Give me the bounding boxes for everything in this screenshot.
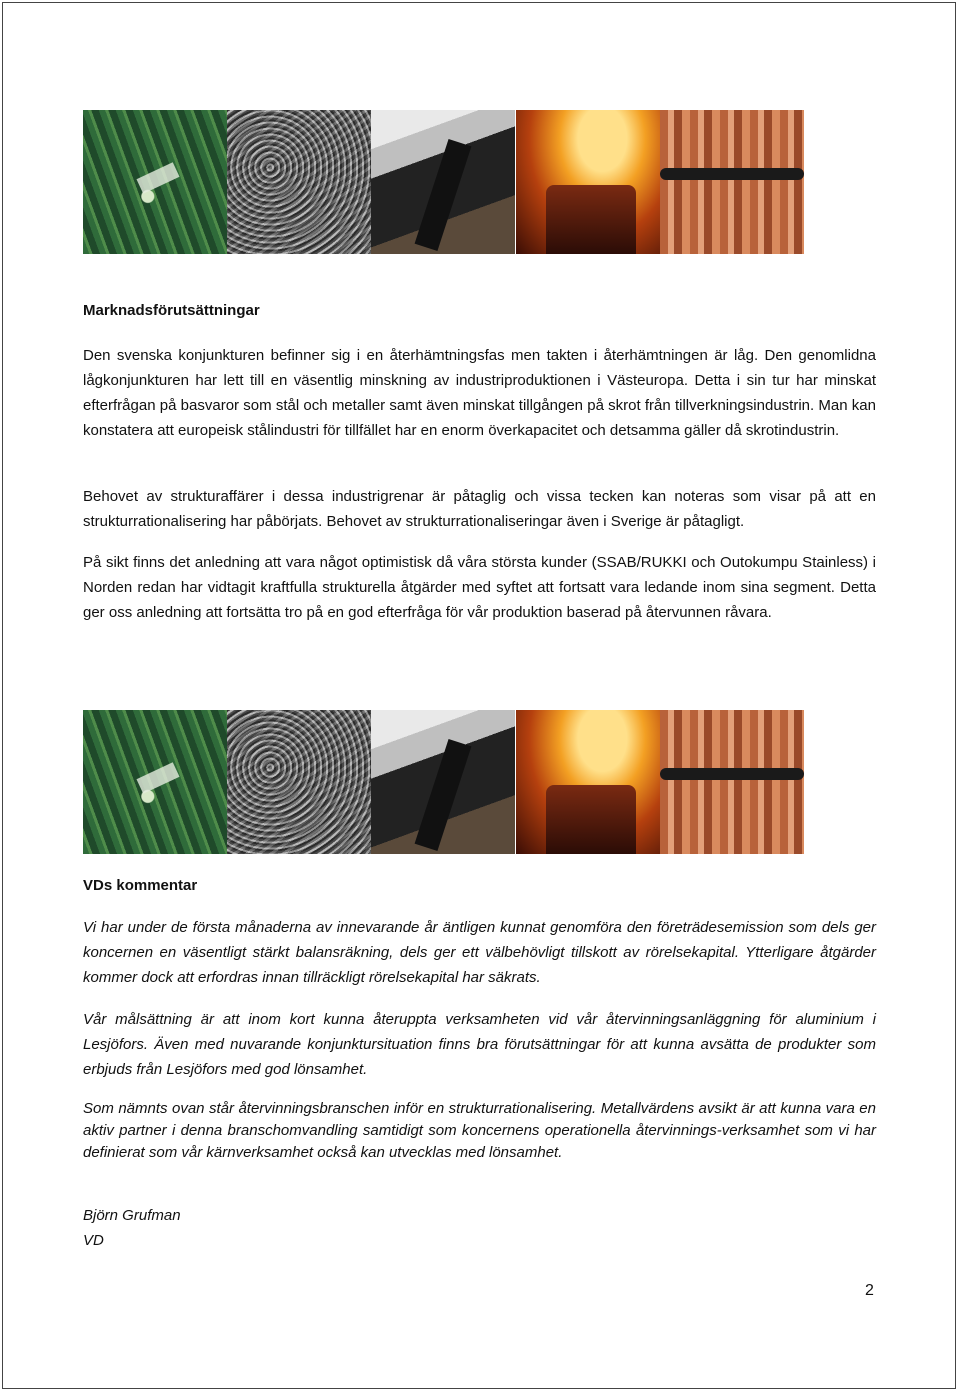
market-paragraph-2: Behovet av strukturaffärer i dessa industrigrenar är påtaglig och vissa tecken kan noteras som visar på att en strukturrationalisering har påbörjats. Behovet av strukturrationaliseringar även i Sverige är påtagligt.: [83, 488, 876, 530]
furnace-image: [516, 110, 660, 254]
scrap-metal-image: [227, 110, 371, 254]
ceo-paragraph-3: Som nämnts ovan står återvinningsbranschen inför en strukturrationalisering. Metallvärdens avsikt är att kunna vara en aktiv partner i denna branschomvandling samtidigt som koncernens operationella återvinnings-verksamhet som vi har definierat som vår kärnverksamhet också kan utvecklas med lönsamhet.: [83, 1100, 876, 1161]
ceo-paragraph-1: Vi har under de första månaderna av innevarande år äntligen kunnat genomföra den företrädesemission som dels ger koncernen en väsentligt stärkt balansräkning, dels ger ett välbehövligt tillskott av rörelsekapital. Ytterligare åtgärder kommer dock att erfordras innan tillräckligt rörelsekapital har säkrats.: [83, 919, 876, 986]
signature-name: Björn Grufman: [83, 1207, 181, 1224]
market-paragraph-3: På sikt finns det anledning att vara något optimistisk då våra största kunder (SSAB/RUKKI och Outokumpu Stainless) i Norden redan har vidtagit kraftfulla strukturella åtgärder med syftet att fortsatt vara ledande inom sina segment. Detta ger oss anledning att fortsätta tro på en god efterfråga för vår produktion baserad på återvunnen råvara.: [83, 554, 876, 621]
copper-wire-image: [660, 110, 804, 254]
scrap-crane-image: [371, 110, 515, 254]
market-paragraph-1: Den svenska konjunkturen befinner sig i en återhämtningsfas men takten i återhämtningen är låg. Den genomlidna lågkonjunkturen har lett till en väsentlig minskning av industriproduktionen i Västeuropa. Detta i sin tur har minskat efterfrågan på basvaror som stål och metaller samt även minskat tillgången på skrot från tillverkningsindustrin. Man kan konstatera att europeisk stålindustri för tillfället har en enorm överkapacitet och detsamma gäller då skrotindustrin.: [83, 347, 876, 439]
signature-title: VD: [83, 1232, 104, 1249]
circuit-board-image: [83, 110, 227, 254]
photo-strip-top: [83, 110, 804, 254]
scrap-metal-image: [227, 710, 371, 854]
market-heading: Marknadsförutsättningar: [83, 302, 260, 319]
furnace-image: [516, 710, 660, 854]
ceo-heading: VDs kommentar: [83, 877, 198, 894]
scrap-crane-image: [371, 710, 515, 854]
circuit-board-image: [83, 710, 227, 854]
page-number: 2: [865, 1282, 874, 1299]
ceo-paragraph-2: Vår målsättning är att inom kort kunna återuppta verksamheten vid vår återvinningsanläggning för aluminium i Lesjöfors. Även med nuvarande konjunktursituation finns bra förutsättningar för att kunna avsätta de produkter som erbjuds från Lesjöfors med god lönsamhet.: [83, 1011, 876, 1078]
photo-strip-bottom: [83, 710, 804, 854]
copper-wire-image: [660, 710, 804, 854]
